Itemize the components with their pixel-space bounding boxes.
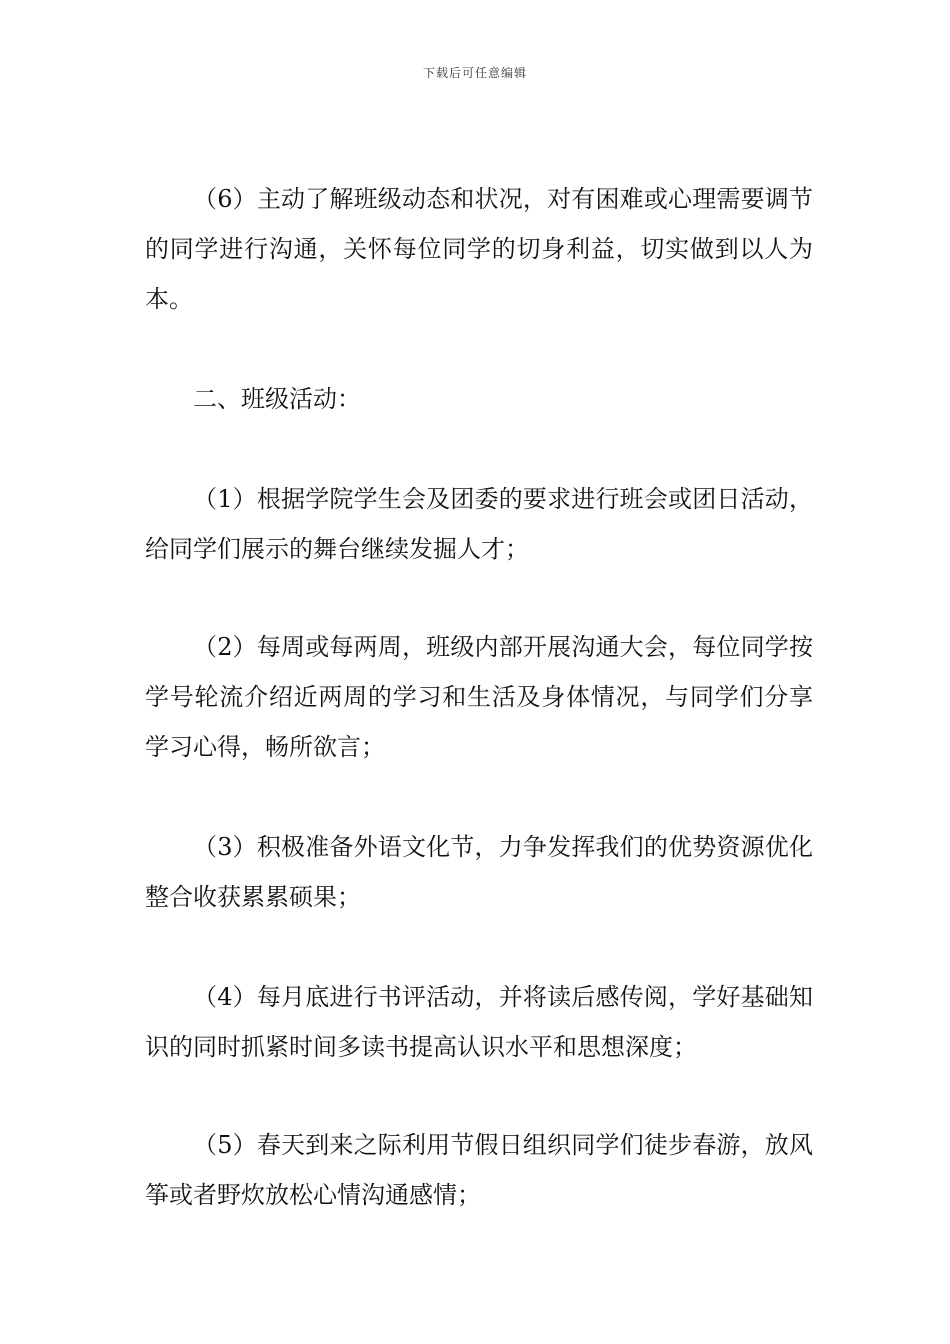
list-item: （4）每月底进行书评活动，并将读后感传阅，学好基础知识的同时抓紧时间多读书提高认识水平和思想深度； (145, 983, 813, 1061)
list-item: （3）积极准备外语文化节，力争发挥我们的优势资源优化整合收获累累硕果； (145, 833, 813, 911)
section-heading: 二、班级活动： (193, 385, 361, 413)
list-item: （2）每周或每两周，班级内部开展沟通大会，每位同学按学号轮流介绍近两周的学习和生活及身体情况，与同学们分享学习心得，畅所欲言； (145, 633, 813, 761)
page-header: 下载后可任意编辑 (422, 66, 527, 80)
list-item: （5）春天到来之际利用节假日组织同学们徒步春游，放风筝或者野炊放松心情沟通感情； (145, 1131, 813, 1209)
list-item: （1）根据学院学生会及团委的要求进行班会或团日活动，给同学们展示的舞台继续发掘人才； (145, 485, 813, 563)
paragraph-item-6: （6）主动了解班级动态和状况，对有困难或心理需要调节的同学进行沟通，关怀每位同学的切身利益，切实做到以人为本。 (145, 185, 813, 313)
